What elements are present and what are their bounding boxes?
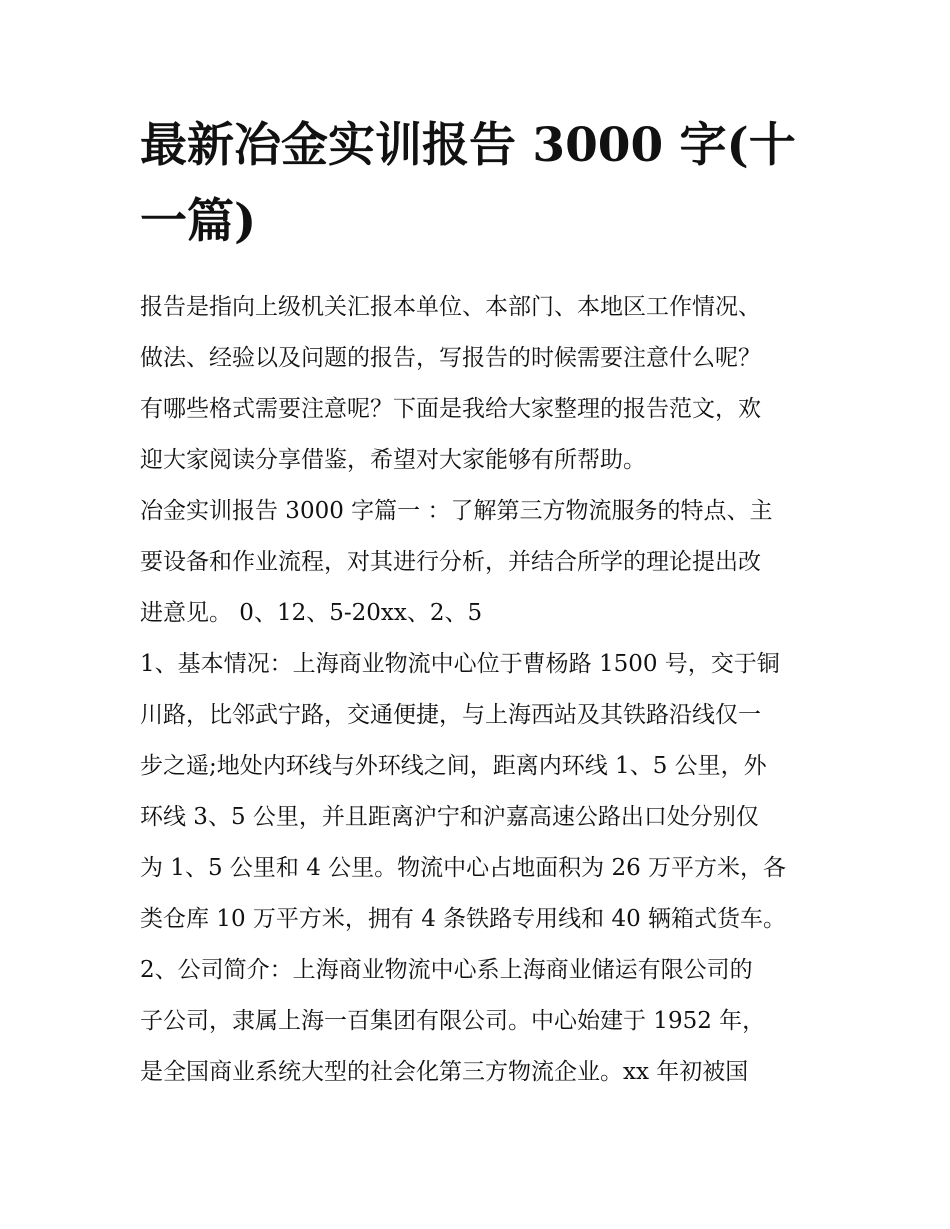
document-body — [140, 282, 812, 1098]
title-line-2: 一篇) — [140, 194, 257, 249]
body-line-5: 冶金实训报告 3000 字篇一 ：了解第三方物流服务的特点、主 — [140, 498, 773, 524]
body-line-16: 是全国商业系统大型的社会化第三方物流企业。xx 年初被国 — [140, 1059, 749, 1085]
body-line-12: 为 1、5 公里和 4 公里。物流中心占地面积为 26 万平方米，各 — [140, 855, 787, 881]
body-line-8: 1、基本情况：上海商业物流中心位于曹杨路 1500 号，交于铜 — [140, 651, 780, 677]
body-line-4: 迎大家阅读分享借鉴，希望对大家能够有所帮助。 — [140, 447, 646, 473]
body-line-14: 2、公司简介：上海商业物流中心系上海商业储运有限公司的 — [140, 957, 753, 983]
body-line-1: 报告是指向上级机关汇报本单位、本部门、本地区工作情况、 — [140, 294, 761, 320]
body-line-2: 做法、经验以及问题的报告，写报告的时候需要注意什么呢？ — [140, 345, 761, 371]
body-line-13: 类仓库 10 万平方米，拥有 4 条铁路专用线和 40 辆箱式货车。 — [140, 906, 787, 932]
document-title — [140, 108, 812, 260]
body-line-3: 有哪些格式需要注意呢？下面是我给大家整理的报告范文，欢 — [140, 396, 761, 422]
body-line-9: 川路，比邻武宁路，交通便捷，与上海西站及其铁路沿线仅一 — [140, 702, 761, 728]
body-line-11: 环线 3、5 公里，并且距离沪宁和沪嘉高速公路出口处分别仅 — [140, 804, 759, 830]
body-line-10: 步之遥;地处内环线与外环线之间，距离内环线 1、5 公里，外 — [140, 753, 767, 779]
title-line-1: 最新冶金实训报告 3000 字(十 — [140, 118, 796, 173]
document-page — [140, 108, 812, 1098]
body-line-15: 子公司，隶属上海一百集团有限公司。中心始建于 1952 年， — [140, 1008, 766, 1034]
body-line-6: 要设备和作业流程，对其进行分析，并结合所学的理论提出改 — [140, 549, 761, 575]
body-line-7: 进意见。 0、12、5-20xx、2、5 — [140, 600, 483, 626]
